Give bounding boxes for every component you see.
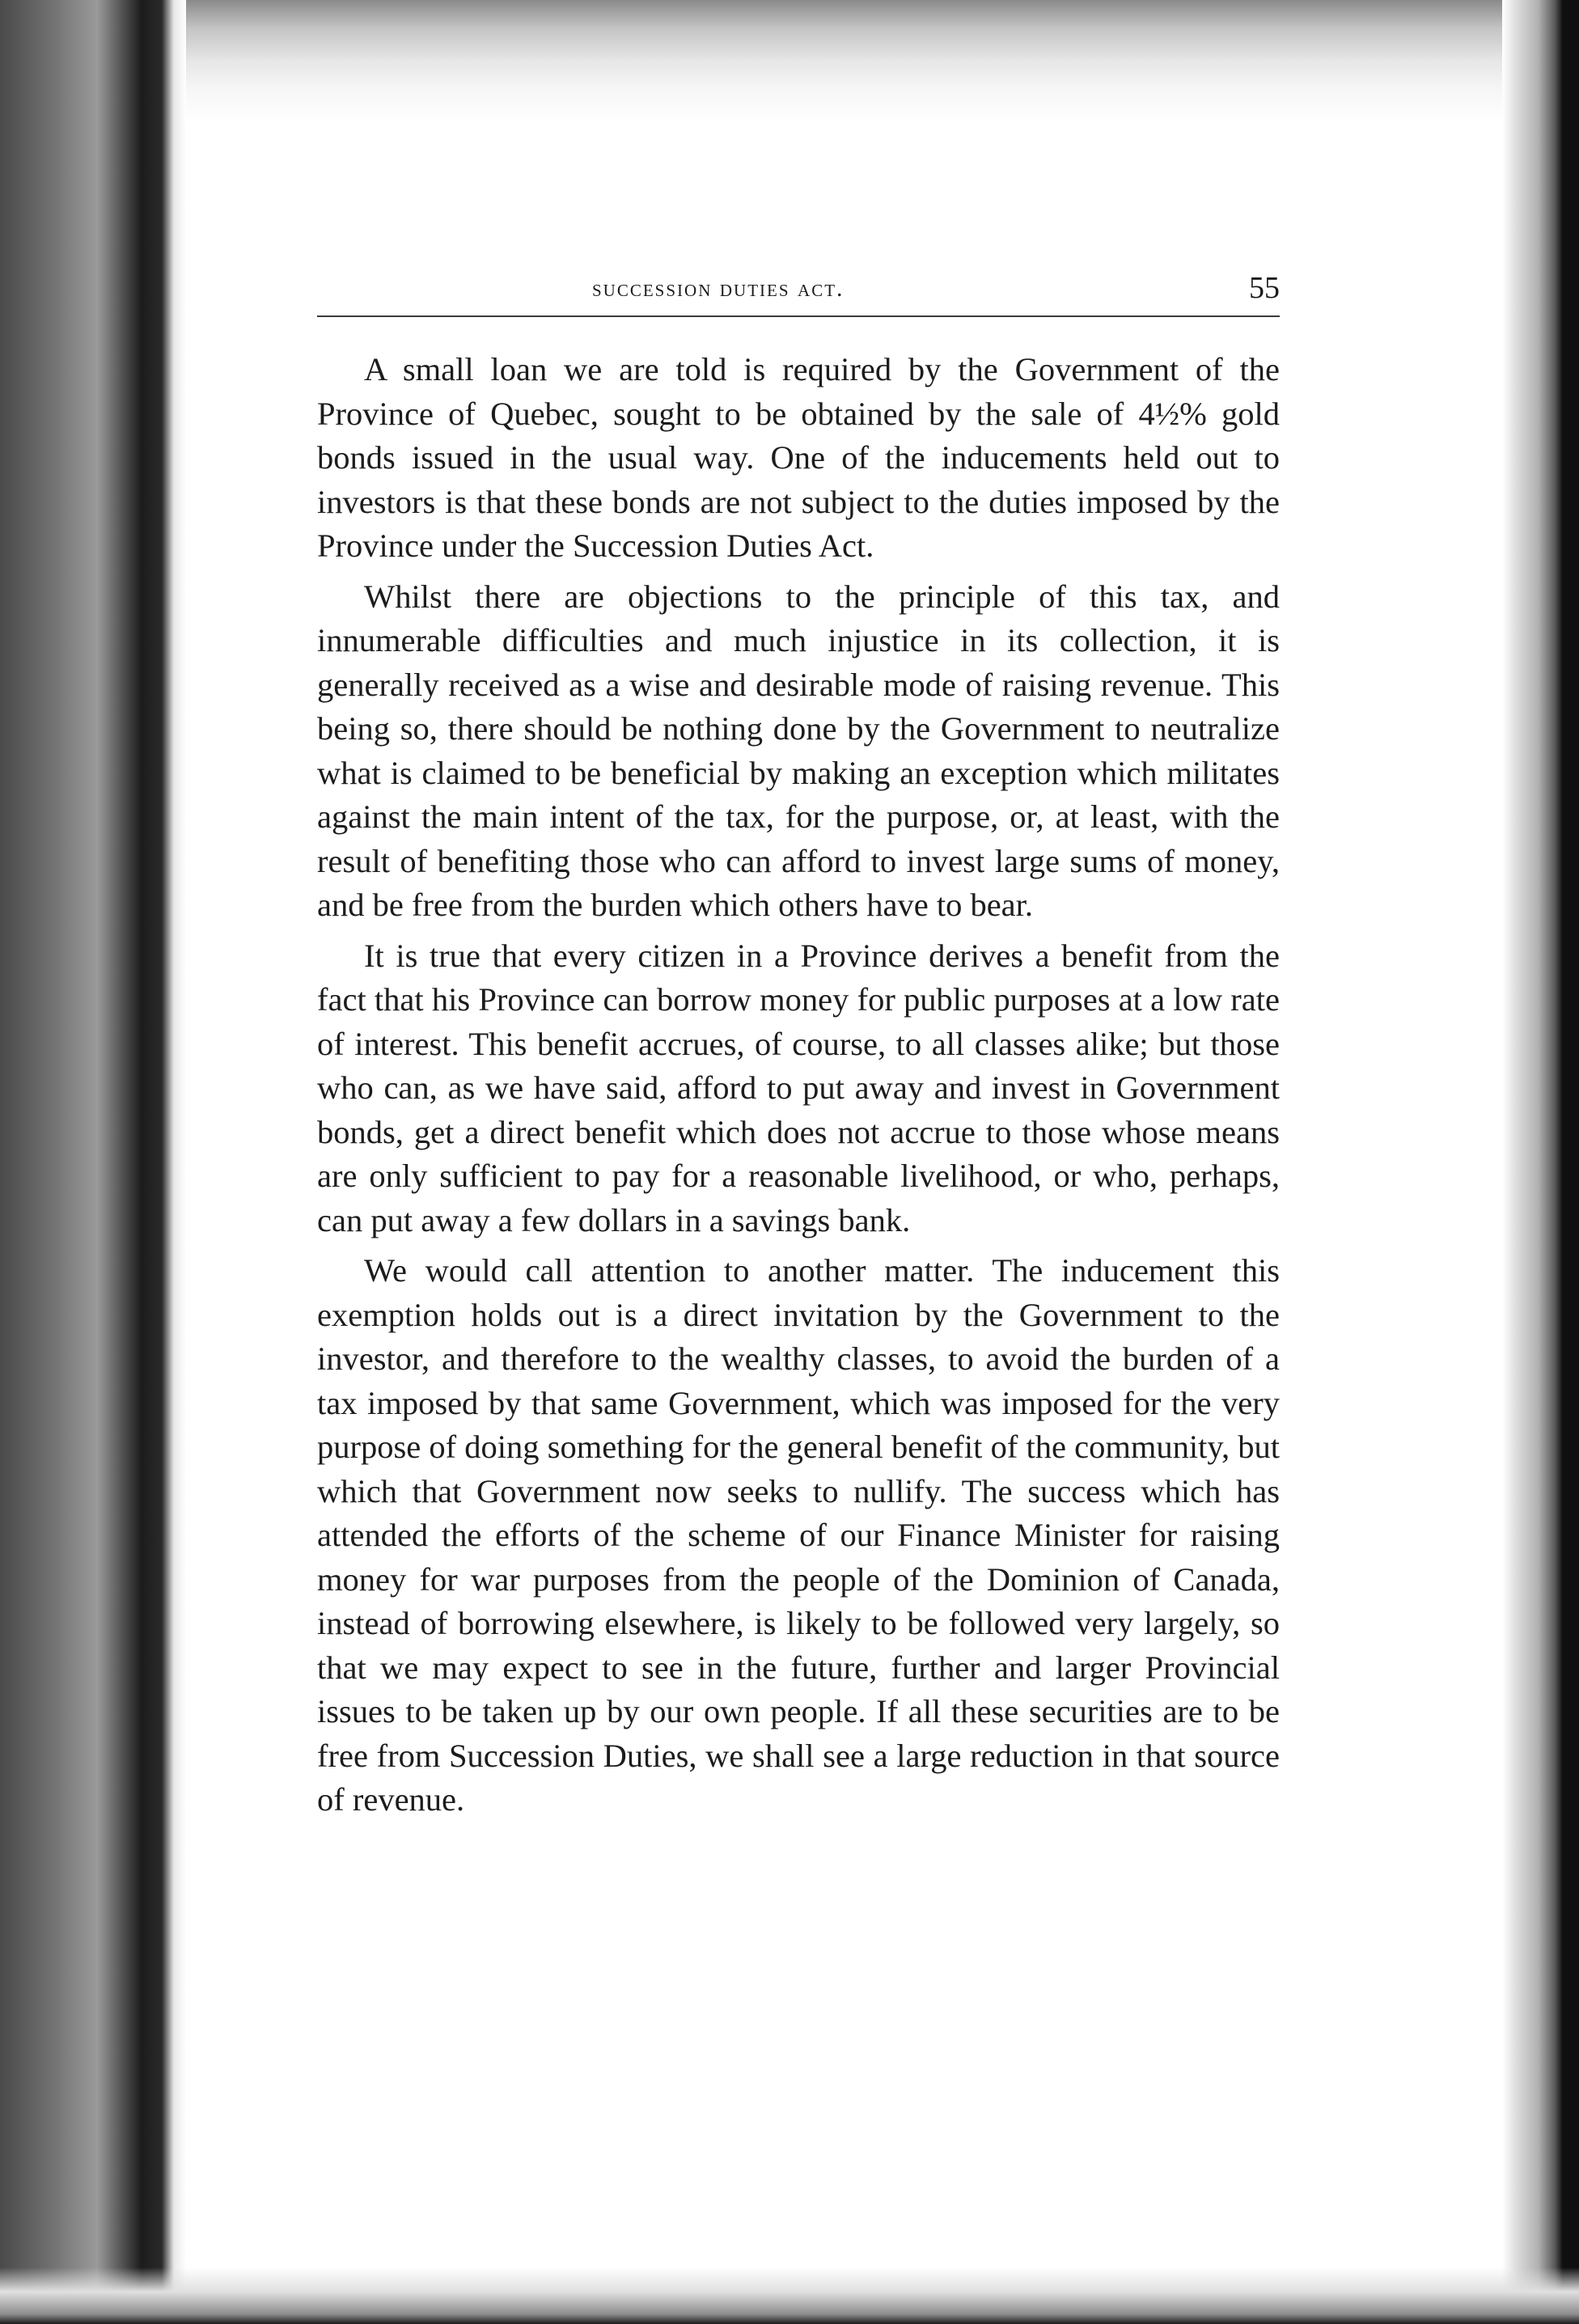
paragraph-4: We would call attention to another matter. The inducement this exemption holds out is a direct invitation by the Government to the investor, and therefore to the wealthy classes, to avoid the burden of a tax imposed by that same Government, which was imposed for the very purpose of doing something for the general benefit of the community, but which that Government now seeks to nullify. The success which has attended the efforts of the scheme of our Finance Minister for raising money for war purposes from the people of the Dominion of Canada, instead of borrowing elsewhere, is likely to be followed very largely, so that we may expect to see in the future, further and larger Provincial issues to be taken up by our own people. If all these securities are to be free from Succession Duties, we shall see a large reduction in that source of revenue.	[317, 1252, 1280, 1818]
running-header	[317, 267, 1280, 317]
paragraph-1: A small loan we are told is required by the Government of the Province of Quebec, sought to be obtained by the sale of 4½% gold bonds issued in the usual way. One of the inducements held out to investors is that these bonds are not subject to the duties imposed by the Province under the Succession Duties Act.	[317, 351, 1280, 564]
page-number: 55	[1249, 271, 1280, 305]
paragraph-3: It is true that every citizen in a Province derives a benefit from the fact that his Province can borrow money for public purposes at a low rate of interest. This benefit accrues, of course, to all classes alike; but those who can, as we have said, afford to put away and invest in Government bonds, get a direct benefit which does not accrue to those whose means are only sufficient to pay for a reasonable livelihood, or who, perhaps, can put away a few dollars in a savings bank.	[317, 937, 1280, 1238]
scan-border-left	[0, 0, 186, 2324]
body-text	[317, 348, 1280, 1822]
scan-border-top	[0, 0, 1579, 121]
scan-border-bottom	[0, 2267, 1579, 2324]
paragraph-2: Whilst there are objections to the principle of this tax, and innumerable difficulties and much injustice in its collection, it is generally received as a wise and desirable mode of raising revenue. This being so, there should be nothing done by the Government to neutralize what is claimed to be beneficial by making an exception which militates against the main intent of the tax, for the purpose, or, at least, with the result of benefiting those who can afford to invest large sums of money, and be free from the burden which others have to bear.	[317, 578, 1280, 923]
book-page	[317, 267, 1280, 1829]
scan-border-right	[1502, 0, 1579, 2324]
running-title: succession duties act.	[592, 275, 845, 302]
